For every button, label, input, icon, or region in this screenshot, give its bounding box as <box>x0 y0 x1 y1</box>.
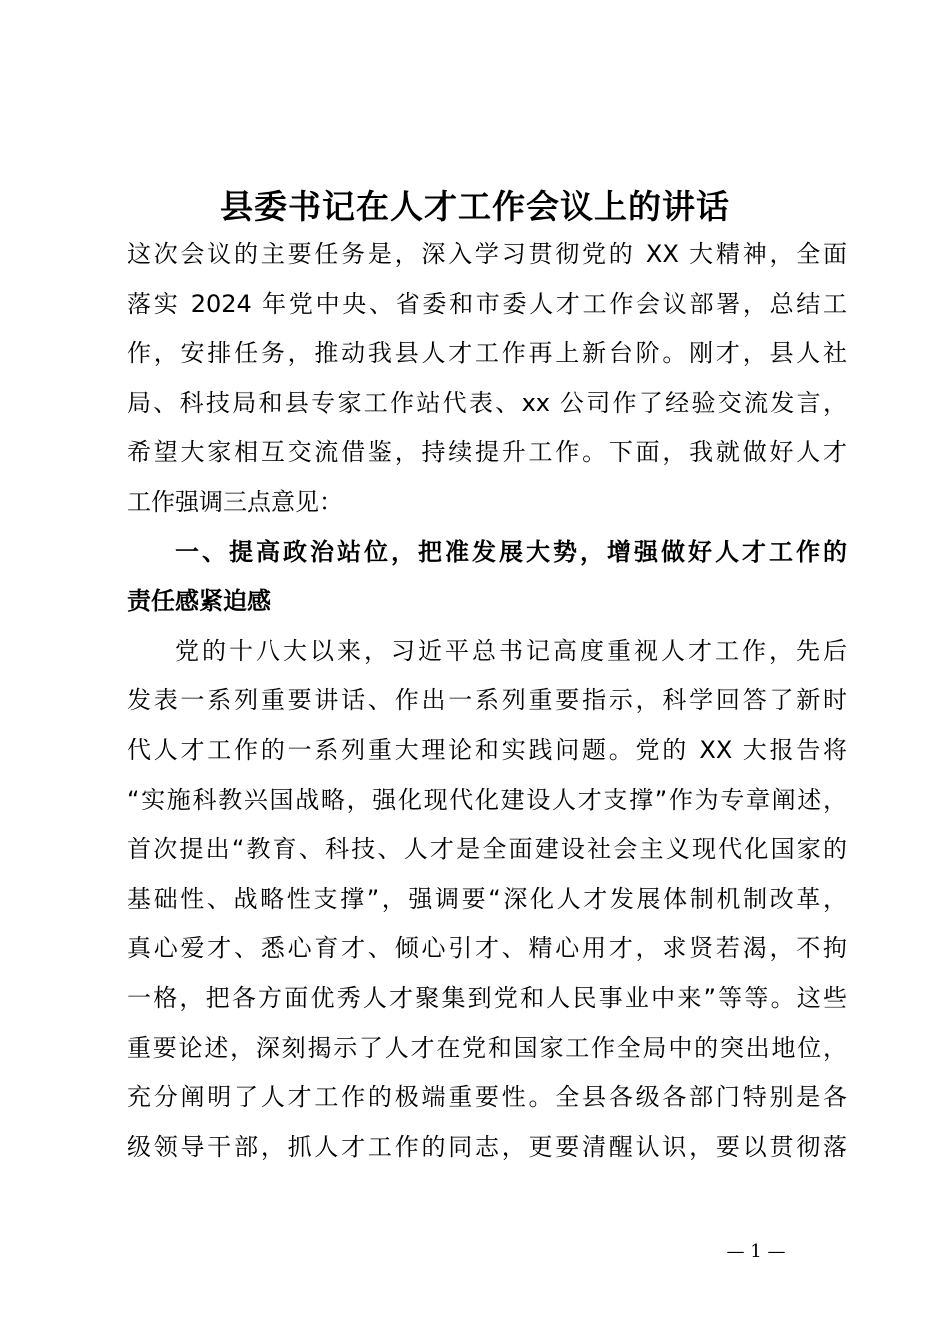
text-line: 工作强调三点意见： <box>127 487 343 516</box>
text-line: 基础性、战略性支撑”，强调要“深化人才发展体制机制改革， <box>127 884 847 913</box>
text-line: 重要论述，深刻揭示了人才在党和国家工作全局中的突出地位， <box>127 1033 847 1062</box>
heading-line: 责任感紧迫感 <box>127 587 271 616</box>
text-line: 真心爱才、悉心育才、倾心引才、精心用才，求贤若渴，不拘 <box>127 934 847 963</box>
heading-line: 一、提高政治站位，把准发展大势，增强做好人才工作的 <box>175 537 847 566</box>
paragraph-section-1 <box>127 627 847 1173</box>
text-line: 首次提出“教育、科技、人才是全面建设社会主义现代化国家的 <box>127 835 847 864</box>
text-line: 一格，把各方面优秀人才聚集到党和人民事业中来”等等。这些 <box>127 983 847 1012</box>
text-line: 级领导干部，抓人才工作的同志，更要清醒认识，要以贯彻落 <box>127 1132 847 1161</box>
text-line: 落实 2024 年党中央、省委和市委人才工作会议部署，总结工 <box>127 289 847 318</box>
document-body <box>127 230 847 1172</box>
text-line: 党的十八大以来，习近平总书记高度重视人才工作，先后 <box>175 636 847 665</box>
document-title: 县委书记在人才工作会议上的讲话 <box>220 187 730 226</box>
text-line: 充分阐明了人才工作的极端重要性。全县各级各部门特别是各 <box>127 1083 847 1112</box>
section-heading-1 <box>127 528 847 627</box>
text-line: 代人才工作的一系列重大理论和实践问题。党的 XX 大报告将 <box>127 735 847 764</box>
paragraph-intro <box>127 230 847 528</box>
text-line: 这次会议的主要任务是，深入学习贯彻党的 XX 大精神，全面 <box>127 240 847 268</box>
text-line: 发表一系列重要讲话、作出一系列重要指示，科学回答了新时 <box>127 686 847 715</box>
text-line: “实施科教兴国战略，强化现代化建设人才支撑”作为专章阐述， <box>127 785 847 814</box>
text-line: 局、科技局和县专家工作站代表、xx 公司作了经验交流发言， <box>127 388 847 417</box>
text-line: 作，安排任务，推动我县人才工作再上新台阶。刚才，县人社 <box>127 339 847 368</box>
text-line: 希望大家相互交流借鉴，持续提升工作。下面，我就做好人才 <box>127 438 847 467</box>
page-number: — 1 — <box>726 1241 786 1262</box>
